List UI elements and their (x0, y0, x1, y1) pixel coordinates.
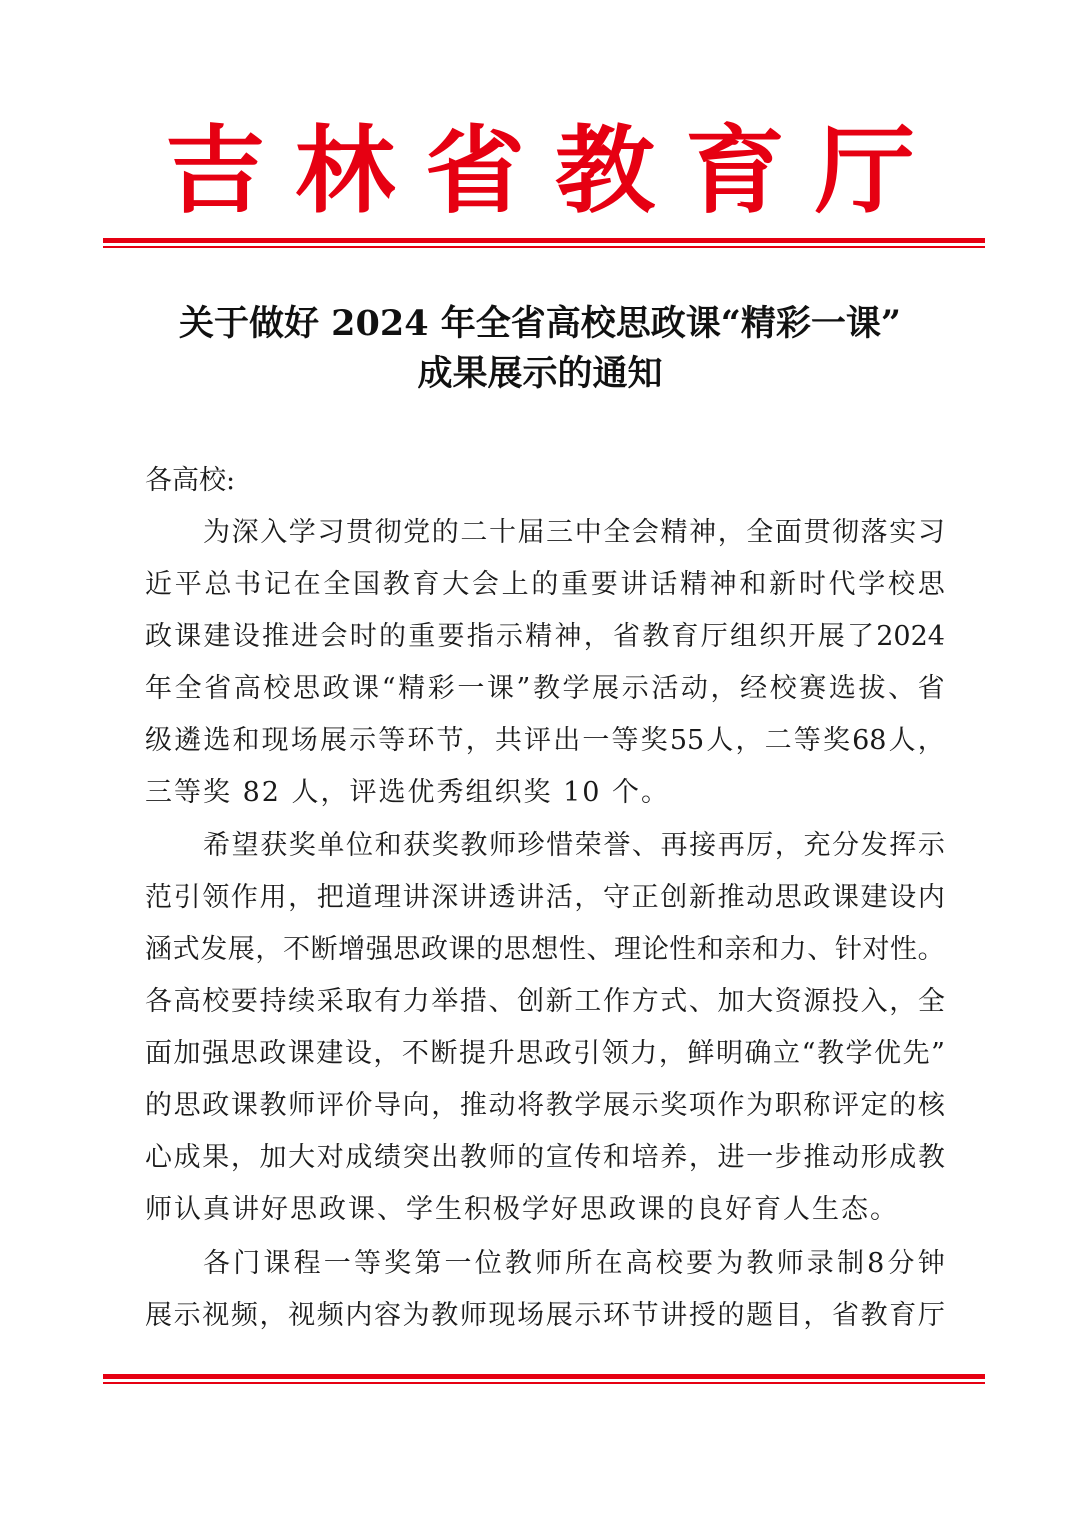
paragraph-line: 为 深 入 学 习 贯 彻 党 的 二 十 届 三 中 全 会 精 神 ， 全 面 贯 彻 落 实 习 (203, 517, 945, 548)
paragraph-line: 的 思 政 课 教 师 评 价 导 向 ， 推 动 将 教 学 展 示 奖 项 作 为 职 称 评 定 的 核 (145, 1090, 945, 1121)
footer-rule-thick (103, 1374, 985, 1379)
paragraph-line: 三等奖 82 人，评选优秀组织奖 10 个。 (145, 777, 671, 808)
paragraph-line: 各 门 课 程 一 等 奖 第 一 位 教 师 所 在 高 校 要 为 教 师 录 制 8 分 钟 (203, 1248, 945, 1279)
paragraph-line: 涵 式 发 展 ， 不 断 增 强 思 政 课 的 思 想 性 、 理 论 性 和 亲 和 力 、 针 对 性 。 (145, 934, 945, 965)
letterhead-title (150, 113, 930, 227)
letterhead-char: 省 (425, 113, 525, 227)
letterhead-char: 育 (685, 113, 785, 227)
paragraph-line: 近 平 总 书 记 在 全 国 教 育 大 会 上 的 重 要 讲 话 精 神 和 新 时 代 学 校 思 (145, 569, 945, 600)
salutation: 各高校: (145, 465, 236, 496)
header-rule-thick (103, 238, 985, 243)
paragraph-line: 政 课 建 设 推 进 会 时 的 重 要 指 示 精 神 ， 省 教 育 厅 组 织 开 展 了 2024 (145, 621, 945, 652)
paragraph-line: 各 高 校 要 持 续 采 取 有 力 举 措 、 创 新 工 作 方 式 、 加 大 资 源 投 入 ， 全 (145, 986, 945, 1017)
letterhead-char: 林 (295, 113, 395, 227)
paragraph-line: 师认真讲好思政课、学生积极学好思政课的良好育人生态。 (145, 1194, 899, 1225)
letterhead-char: 吉 (165, 113, 265, 227)
letterhead-char: 厅 (815, 113, 915, 227)
paragraph-line: 年 全 省 高 校 思 政 课 “ 精 彩 一 课 ” 教 学 展 示 活 动 ， 经 校 赛 选 拔 、 省 (145, 673, 945, 704)
document-title-line-1: 关于做好 2024 年全省高校思政课“精彩一课” (178, 303, 902, 344)
paragraph-line: 希 望 获 奖 单 位 和 获 奖 教 师 珍 惜 荣 誉 、 再 接 再 厉 ， 充 分 发 挥 示 (203, 830, 945, 861)
footer-rule-thin (103, 1382, 985, 1384)
paragraph-line: 心 成 果 ， 加 大 对 成 绩 突 出 教 师 的 宣 传 和 培 养 ， 进 一 步 推 动 形 成 教 (145, 1142, 945, 1173)
paragraph-line: 级 遴 选 和 现 场 展 示 等 环 节 ， 共 评 出 一 等 奖 55 人 ， 二 等 奖 68 人 ， (145, 725, 945, 756)
letterhead (0, 100, 1080, 240)
paragraph-line: 范 引 领 作 用 ， 把 道 理 讲 深 讲 透 讲 活 ， 守 正 创 新 推 动 思 政 课 建 设 内 (145, 882, 945, 913)
document-title-line-2: 成果展示的通知 (417, 353, 663, 394)
header-rule-thin (103, 246, 985, 248)
paragraph-line: 面 加 强 思 政 课 建 设 ， 不 断 提 升 思 政 引 领 力 ， 鲜 明 确 立 “ 教 学 优 先 ” (145, 1038, 945, 1069)
paragraph-line: 展 示 视 频 ， 视 频 内 容 为 教 师 现 场 展 示 环 节 讲 授 的 题 目 ， 省 教 育 厅 (145, 1300, 945, 1331)
letterhead-char: 教 (555, 113, 655, 227)
